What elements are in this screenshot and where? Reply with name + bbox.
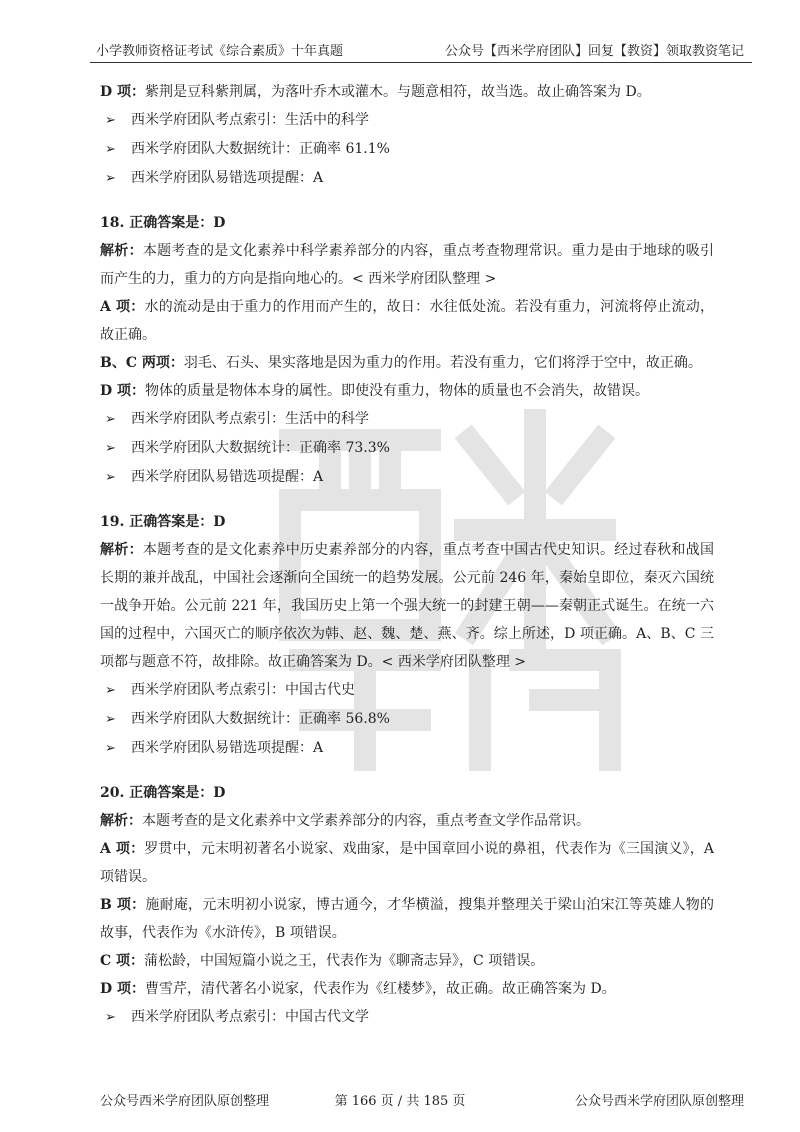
option-d-paragraph bbox=[100, 377, 714, 405]
analysis-label: 解析： bbox=[100, 542, 143, 558]
bullet-text: 西米学府团队易错选项提醒：A bbox=[131, 469, 324, 485]
bullet-text: 西米学府团队大数据统计：正确率 61.1% bbox=[131, 141, 390, 157]
arrow-right-icon: ➢ bbox=[105, 412, 116, 427]
option-a-paragraph bbox=[100, 293, 714, 349]
bullet-item bbox=[100, 164, 714, 193]
footer-right: 公众号西米学府团队原创整理 bbox=[574, 1094, 744, 1109]
option-d-paragraph bbox=[100, 78, 714, 106]
bullet-text: 西米学府团队大数据统计：正确率 73.3% bbox=[131, 440, 390, 456]
bullet-text: 西米学府团队易错选项提醒：A bbox=[131, 740, 324, 756]
paragraph-text: 施耐庵，元末明初小说家，博古通今，才华横溢，搜集并整理关于梁山泊宋江等英雄人物的故事，代表作为《水浒传》，B 项错误。 bbox=[100, 897, 714, 941]
arrow-right-icon: ➢ bbox=[105, 113, 116, 128]
option-label: A 项： bbox=[100, 299, 145, 315]
arrow-right-icon: ➢ bbox=[105, 1010, 116, 1025]
bullet-item bbox=[100, 106, 714, 135]
header-left-title: 小学教师资格证考试《综合素质》十年真题 bbox=[96, 44, 344, 59]
header-right-title: 公众号【西米学府团队】回复【教资】领取教资笔记 bbox=[444, 44, 744, 59]
option-b-paragraph bbox=[100, 891, 714, 947]
arrow-right-icon: ➢ bbox=[105, 470, 116, 485]
bullet-text: 西米学府团队大数据统计：正确率 56.8% bbox=[131, 711, 390, 727]
analysis-label: 解析： bbox=[100, 813, 142, 829]
arrow-right-icon: ➢ bbox=[105, 441, 116, 456]
option-label: D 项： bbox=[100, 383, 146, 399]
bullet-text: 西米学府团队考点索引：生活中的科学 bbox=[131, 112, 369, 128]
arrow-right-icon: ➢ bbox=[105, 171, 116, 186]
option-label: C 项： bbox=[100, 953, 145, 969]
bullet-item bbox=[100, 1003, 714, 1032]
option-a-paragraph bbox=[100, 835, 714, 891]
arrow-right-icon: ➢ bbox=[105, 683, 116, 698]
paragraph-text: 曹雪芹，清代著名小说家，代表作为《红楼梦》，故正确。故正确答案为 D。 bbox=[145, 981, 616, 997]
paragraph-text: 物体的质量是物体本身的属性。即使没有重力，物体的质量也不会消失，故错误。 bbox=[145, 383, 650, 399]
paragraph-text: 蒲松龄，中国短篇小说之王，代表作为《聊斋志异》，C 项错误。 bbox=[144, 953, 545, 969]
paragraph-text: 紫荆是豆科紫荆属，为落叶乔木或灌木。与题意相符，故当选。故止确答案为 D。 bbox=[145, 84, 651, 100]
arrow-right-icon: ➢ bbox=[105, 712, 116, 727]
paragraph-text: 水的流动是由于重力的作用而产生的，故日：水往低处流。若没有重力，河流将停止流动，故正确。 bbox=[100, 299, 714, 343]
question-19-answer: 19. 正确答案是：D bbox=[100, 514, 226, 530]
bullet-text: 西米学府团队考点索引：中国古代文学 bbox=[131, 1009, 369, 1025]
bullet-text: 西米学府团队考点索引：中国古代史 bbox=[131, 682, 355, 698]
page-number: 第 166 页 / 共 185 页 bbox=[334, 1094, 466, 1109]
footer-left: 公众号西米学府团队原创整理 bbox=[100, 1094, 270, 1109]
question-20-answer: 20. 正确答案是：D bbox=[100, 785, 226, 801]
bullet-item bbox=[100, 434, 714, 463]
bullet-item bbox=[100, 676, 714, 705]
arrow-right-icon: ➢ bbox=[105, 142, 116, 157]
option-label: D 项： bbox=[100, 84, 146, 100]
analysis-paragraph bbox=[100, 536, 714, 676]
question-18-answer: 18. 正确答案是：D bbox=[100, 215, 226, 231]
option-label: D 项： bbox=[100, 981, 146, 997]
bullet-item bbox=[100, 135, 714, 164]
analysis-paragraph bbox=[100, 807, 714, 835]
option-bc-paragraph bbox=[100, 349, 714, 377]
paragraph-text: 罗贯中，元末明初著名小说家、戏曲家，是中国章回小说的鼻祖，代表作为《三国演义》，A 项错误。 bbox=[100, 841, 714, 885]
analysis-label: 解析： bbox=[100, 243, 143, 259]
option-c-paragraph bbox=[100, 947, 714, 975]
option-label: B 项： bbox=[100, 897, 146, 913]
bullet-text: 西米学府团队易错选项提醒：A bbox=[131, 170, 324, 186]
document-content bbox=[100, 78, 714, 1032]
paragraph-text: 本题考查的是文化素养中历史素养部分的内容，重点考查中国古代史知识。经过春秋和战国长期的兼并战乱，中国社会逐渐向全国统一的趋势发展。公元前 246 年，秦始皇即位，秦灭六国统一战争开始。公元前 221 年，我国历史上第一个强大统一的封建王朝——秦朝正式诞生。在统一六国的过程中，六国灭亡的顺序依次为韩、赵、魏、楚、燕、齐。综上所述，D 项正确。A、B、C 三项都与题意不符，故排除。故正确答案为 D。< 西米学府团队整理 > bbox=[100, 542, 714, 670]
bullet-text: 西米学府团队考点索引：生活中的科学 bbox=[131, 411, 369, 427]
header-divider bbox=[90, 62, 752, 63]
paragraph-text: 本题考查的是文化素养中科学素养部分的内容，重点考查物理常识。重力是由于地球的吸引而产生的力，重力的方向是指向地心的。< 西米学府团队整理 > bbox=[100, 243, 714, 287]
option-d-paragraph bbox=[100, 975, 714, 1003]
option-label: B、C 两项： bbox=[100, 355, 184, 371]
option-label: A 项： bbox=[100, 841, 145, 857]
paragraph-text: 本题考查的是文化素养中文学素养部分的内容，重点考查文学作品常识。 bbox=[142, 813, 590, 829]
bullet-item bbox=[100, 734, 714, 763]
bullet-item bbox=[100, 405, 714, 434]
analysis-paragraph bbox=[100, 237, 714, 293]
bullet-item bbox=[100, 705, 714, 734]
bullet-item bbox=[100, 463, 714, 492]
arrow-right-icon: ➢ bbox=[105, 741, 116, 756]
paragraph-text: 羽毛、石头、果实落地是因为重力的作用。若没有重力，它们将浮于空中，故正确。 bbox=[183, 355, 702, 371]
